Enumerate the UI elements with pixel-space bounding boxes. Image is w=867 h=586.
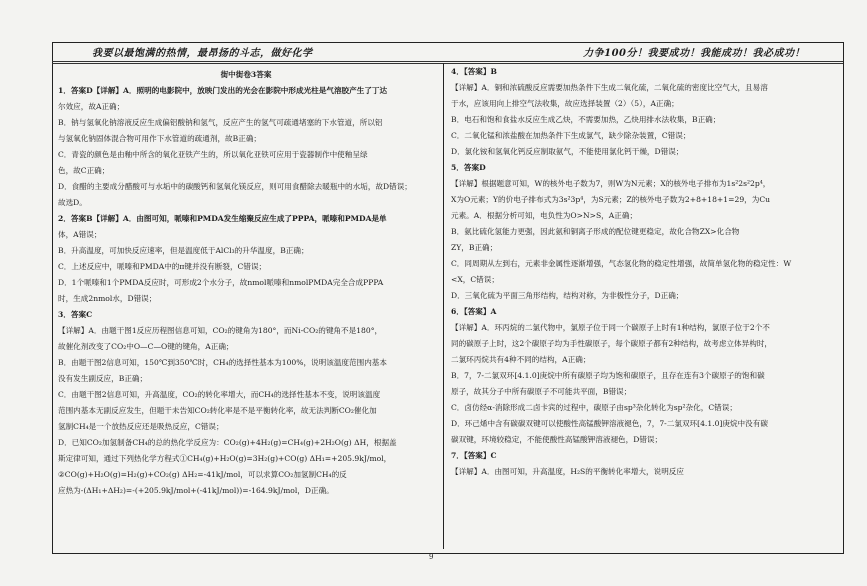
answer-line: 尔效应，故A正确； [58, 102, 125, 111]
header-rule [52, 61, 843, 62]
answer-line: 5．答案D [451, 163, 486, 172]
answer-line: 元素。A．根据分析可知，电负性为O>N>S，A正确； [451, 211, 638, 220]
answer-line: B．钠与氢氧化钠溶液反应生成偏铝酸钠和氢气，反应产生的氢气可疏通堵塞的下水管道，所以铝 [58, 118, 383, 127]
left-column-lines [58, 83, 434, 499]
answer-line: ZY，B正确； [451, 243, 498, 252]
answer-line: D．1个哌嗪和1个PMDA反应时，可形成2个水分子，故nmol哌嗪和nmolPMDA完全合成PPPA [58, 278, 384, 287]
answer-line: 7．【答案】C [451, 451, 497, 460]
column-divider [443, 63, 444, 549]
answer-line: 1．答案D【详解】A．照明的电影院中，放映门发出的光会在影院中形成光柱是气溶胶产生了丁达 [58, 86, 388, 95]
answer-line: D．三氧化硫为平面三角形结构，结构对称，为非极性分子，D正确； [451, 291, 684, 300]
answer-line: 斯定律可知，通过下列热化学方程式①CH₄(g)+H₂O(g)=3H₂(g)+CO(g) ΔH₁=+205.9kJ/mol， [58, 454, 392, 463]
answer-line: C．卤仿经α-消除形成二卤卡宾的过程中，碳原子由sp³杂化转化为sp²杂化，C错误； [451, 403, 737, 412]
answer-line: ②CO(g)+H₂O(g)=H₂(g)+CO₂(g) ΔH₂=-41kJ/mol，可以求算CO₂加氢制CH₄的反 [58, 470, 347, 479]
header-motto-right: 力争100分！我要成功！我能成功！我必成功！ [583, 48, 805, 59]
answer-line: B．氨比硫化氢能力更强，因此氨和铜离子形成的配位键更稳定，故化合物ZX>化合物 [451, 227, 740, 236]
answer-line: 同的碳原子上时，这2个碳原子均为手性碳原子，每个碳原子都有2种结构，故考虑立体异构时， [451, 339, 773, 348]
right-column [451, 64, 837, 544]
answer-line: B．7，7-二氯双环[4.1.0]庚烷中所有碳原子均为饱和碳原子，且存在连有3个碳原子的饱和碳 [451, 371, 765, 380]
answer-line: 范围内基本无副反应发生，但题干未告知CO₂转化率是不是平衡转化率，故无法判断CO₂催化加 [58, 406, 377, 415]
answer-line: B．升高温度，可加快反应速率，但是温度低于AlCl₃的升华温度，B正确； [58, 246, 309, 255]
answer-line: <X，C错误； [451, 275, 499, 284]
page-number: 9 [429, 553, 434, 561]
answer-line: 【详解】A．铜和浓硫酸反应需要加热条件下生成二氧化硫，二氧化硫的密度比空气大，且易溶 [451, 83, 768, 92]
answer-line: 故选D。 [58, 198, 87, 207]
answer-line: 氢制CH₄是一个放热反应还是吸热反应，C错误； [58, 422, 224, 431]
answer-line: 4．【答案】B [451, 67, 497, 76]
answer-line: C．同周期从左到右，元素非金属性逐渐增强，气态氢化物的稳定性增强，故简单氢化物的稳定性：W [451, 259, 792, 268]
answer-line: D．食醋的主要成分醋酸可与水垢中的碳酸钙和氢氧化镁反应，则可用食醋除去暖瓶中的水垢，故D错误； [58, 182, 412, 191]
answer-line: 二氯环丙烷共有4种不同的结构，A正确； [451, 355, 591, 364]
answer-line: 体，A错误； [58, 230, 102, 239]
answer-line: 6．【答案】A [451, 307, 497, 316]
answer-line: C．二氧化锰和浓盐酸在加热条件下生成氯气，缺少除杂装置，C错误； [451, 131, 691, 140]
answer-line: C．青瓷的颜色是由釉中所含的氧化亚铁产生的，所以氧化亚铁可应用于瓷器制作中使釉呈绿 [58, 150, 368, 159]
answer-line: C．由题干图2信息可知，升高温度，CO₂的转化率增大，而CH₄的选择性基本不变，说明该温度 [58, 390, 381, 399]
answer-line: 2．答案B【详解】A．由图可知，哌嗪和PMDA发生缩聚反应生成了PPPA，哌嗪和PMDA是单 [58, 214, 387, 223]
answer-line: D．环己烯中含有碳碳双键可以使酸性高锰酸钾溶液褪色，7，7-二氯双环[4.1.0]庚烷中没有碳 [451, 419, 768, 428]
answer-line: C．上述反应中，哌嗪和PMDA中的π键并没有断裂，C错误； [58, 262, 267, 271]
answer-line: D．氯化铵和氢氧化钙反应制取氨气，不能使用氯化钙干燥，D错误； [451, 147, 684, 156]
answer-line: 时，生成2nmol水，D错误； [58, 294, 157, 303]
answer-line: B．由题干图2信息可知，150℃到350℃时，CH₄的选择性基本为100%，说明该温度范围内基本 [58, 358, 387, 367]
answer-line: 【详解】A．环丙烷的二氯代物中，氯原子位于同一个碳原子上时有1种结构，氯原子位于2个不 [451, 323, 770, 332]
answer-line: 【详解】A．由图可知，升高温度，H₂S的平衡转化率增大，说明反应 [451, 467, 684, 476]
answer-line: 【详解】A．由题干图1反应历程图信息可知，CO₂的键角为180°，而Ni-CO₂的键角不是180°， [58, 326, 383, 335]
right-column-lines [451, 64, 837, 480]
answer-line: B．电石和饱和食盐水反应生成乙炔，不需要加热，乙炔用排水法收集，B正确； [451, 115, 721, 124]
answer-line: D．已知CO₂加氢制备CH₄的总的热化学反应为：CO₂(g)+4H₂(g)=CH₄(g)+2H₂O(g) ΔH，根据盖 [58, 438, 397, 447]
answer-line: 故催化剂改变了CO₂中O—C—O键的键角，A正确； [58, 342, 234, 351]
answer-line: 原子，故其分子中所有碳原子不可能共平面，B错误； [451, 387, 632, 396]
section-title: 街中街卷3答案 [220, 70, 272, 79]
answer-line: 【详解】根据题意可知，W的核外电子数为7，则W为N元素；X的核外电子排布为1s²2s²2p⁴， [451, 179, 771, 188]
answer-line: 与氢氧化钠固体混合物可用作下水管道的疏通剂，故B正确； [58, 134, 262, 143]
answer-line: 3．答案C [58, 310, 93, 319]
answer-line: 应热为-(ΔH₁+ΔH₂)=-(+205.9kJ/mol+(-41kJ/mol))=-164.9kJ/mol，D正确。 [58, 486, 334, 495]
answer-line: 色，故C正确； [58, 166, 110, 175]
left-column [58, 67, 434, 547]
answer-line: X为O元素；Y的价电子排布式为3s²3p⁴，为S元素；Z的核外电子数为2+8+18+1=29，为Cu [451, 195, 771, 204]
answer-line: 于水，应该用向上排空气法收集，故应选择装置（2）（5），A正确； [451, 99, 679, 108]
answer-line: 没有发生副反应，B正确； [58, 374, 148, 383]
answer-line: 碳双键，环境较稳定，不能使酸性高锰酸钾溶液褪色，D错误； [451, 435, 663, 444]
header-motto-left: 我要以最饱满的热情，最昂扬的斗志，做好化学 [92, 48, 313, 59]
